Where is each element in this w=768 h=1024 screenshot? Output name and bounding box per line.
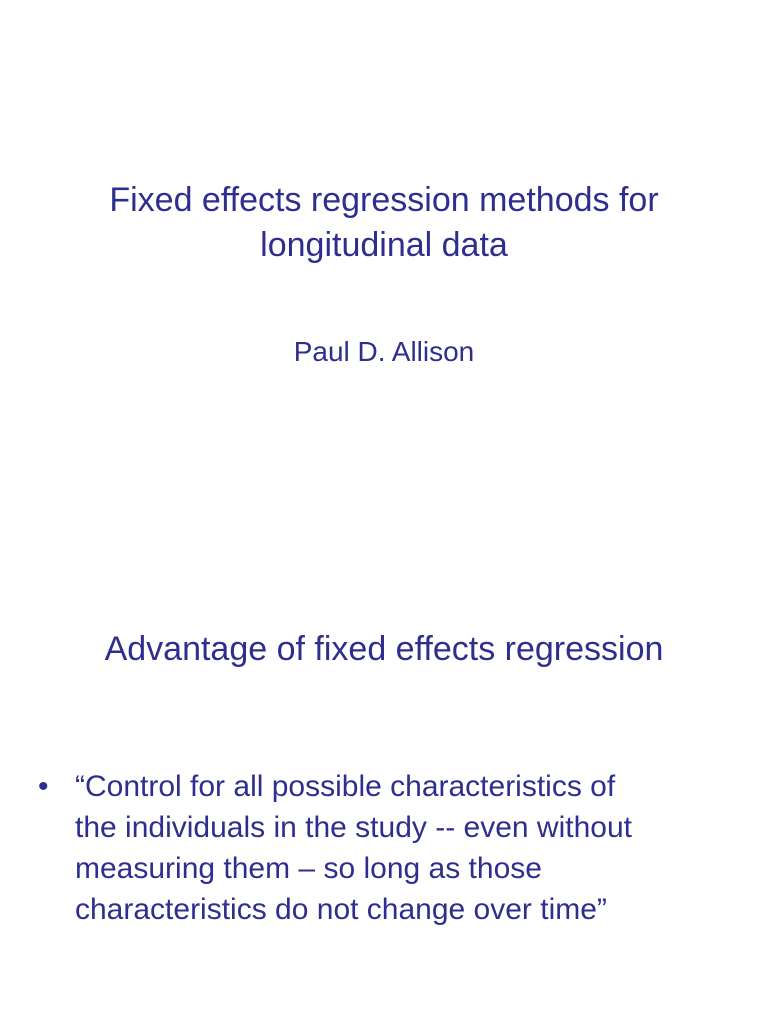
bullet-marker: • bbox=[38, 770, 49, 803]
bullet-line-1: “Control for all possible characteristics of bbox=[75, 770, 616, 803]
slide-2-heading: Advantage of fixed effects regression bbox=[104, 630, 664, 668]
bullet-line-4: characteristics do not change over time” bbox=[75, 893, 607, 926]
bullet-line-2: the individuals in the study -- even without bbox=[75, 811, 632, 844]
slide-1-author: Paul D. Allison bbox=[293, 336, 475, 367]
bullet-text bbox=[75, 766, 755, 930]
slide-1-title-line-1: Fixed effects regression methods for bbox=[109, 181, 659, 219]
slide-1-title bbox=[40, 178, 728, 268]
slide-1-title-line-2: longitudinal data bbox=[260, 226, 508, 264]
bullet-line-3: measuring them – so long as those bbox=[75, 852, 542, 885]
